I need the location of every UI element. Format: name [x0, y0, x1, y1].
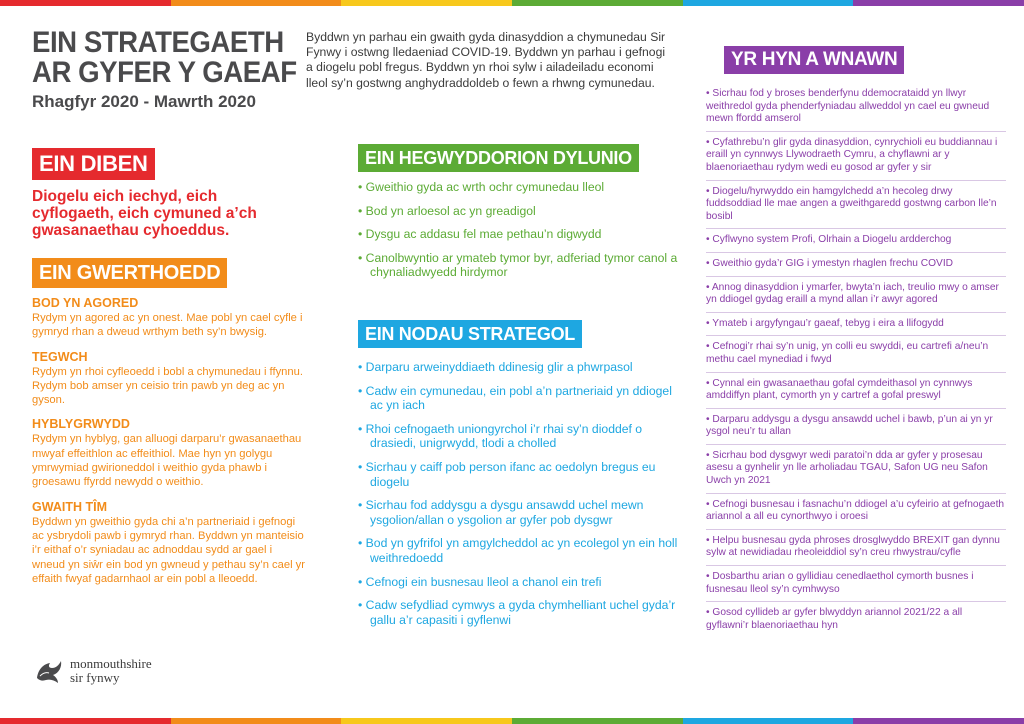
aim-text: Sicrhau fod addysgu a dysgu ansawdd uchel mewn ysgolion/allan o ysgolion ar gyfer pob dysgwr — [365, 498, 644, 527]
list-item: • Cyflwyno system Profi, Olrhain a Diogelu ardderchog — [706, 234, 1006, 253]
list-item: • Diogelu/hyrwyddo ein hamgylchedd a’n hecoleg drwy fuddsoddiad lle mae angen a gweithgaredd gostwng carbon lle’n bosibl — [706, 186, 1006, 230]
principle-text: Canolbwyntio ar ymateb tymor byr, adferiad tymor canol a chynaliadwyedd hirdymor — [365, 250, 678, 279]
action-text: Cefnogi busnesau i fasnachu’n ddiogel a’u cyfeirio at gefnogaeth ariannol a all eu cynorthwyo i oroesi — [706, 498, 1005, 523]
principles-list — [358, 180, 688, 289]
action-text: Sicrhau fod y broses benderfynu ddemocrataidd yn llwyr weithredol gyda phenderfyniadau allweddol yn cael eu gwneud mewn ffordd amserol — [706, 88, 990, 125]
action-text: Cyfathrebu’n glir gyda dinasyddion, cynrychioli eu buddiannau i eraill yn cynnwys Llywodraeth Cymru, a chyflawni ar y blaenoriaethau rydym wedi eu gosod ar gyfer y sir — [706, 136, 998, 173]
list-item: • Cyfathrebu’n glir gyda dinasyddion, cynrychioli eu buddiannau i eraill yn cynnwys Llywodraeth Cymru, a chyflawni ar y blaenoriaethau rydym wedi eu gosod ar gyfer y sir — [706, 137, 1006, 181]
stripe-segment — [853, 0, 1024, 6]
list-item: • Cynnal ein gwasanaethau gofal cymdeithasol yn cynnwys amddiffyn plant, cymorth yn y cartref a gofal preswyl — [706, 378, 1006, 409]
stripe-segment — [341, 718, 512, 724]
action-text: Helpu busnesau gyda phroses drosglwyddo BREXIT gan dynnu sylw at newidiadau rheoleiddiol sy’n creu rhwystrau/cyfle — [706, 534, 1000, 559]
list-item: • Cefnogi ein busnesau lleol a chanol ein trefi — [358, 574, 602, 589]
aim-text: Cadw ein cymunedau, ein pobl a’n partneriaid yn ddiogel ac yn iach — [365, 383, 672, 413]
values-heading: EIN GWERTHOEDD — [32, 258, 227, 288]
stripe-segment — [171, 0, 342, 6]
value-item — [32, 350, 307, 408]
list-item: • Cadw sefydliad cymwys a gyda chymhelliant uchel gyda’r gallu a’r capasiti i gyflenwi — [358, 598, 676, 627]
values-list — [32, 296, 307, 596]
list-item: • Dosbarthu arian o gyllidiau cenedlaethol cymorth busnes i fusnesau lleol sy’n cymhwyso — [706, 571, 1006, 602]
page-title-line-1: EIN STRATEGAETH — [32, 26, 284, 59]
aim-text: Cadw sefydliad cymwys a gyda chymhelliant uchel gyda’r gallu a’r capasiti i gyflenwi — [365, 598, 676, 627]
list-item: • Sicrhau fod y broses benderfynu ddemocrataidd yn llwyr weithredol gyda phenderfyniadau allweddol yn cael eu gwneud mewn ffordd amserol — [706, 88, 1006, 132]
stripe-segment — [683, 0, 854, 6]
list-item: • Darparu arweinyddiaeth ddinesig glir a phwrpasol — [358, 360, 633, 374]
list-item: • Darparu addysgu a dysgu ansawdd uchel i bawb, p’un ai yn yr ysgol neu’r tu allan — [706, 414, 1006, 445]
action-text: Sicrhau bod dysgwyr wedi paratoi’n dda ar gyfer y prosesau asesu a gynhelir yn lle arholiadau TGAU, Safon UG neu Safon Uwch yn 2021 — [706, 449, 988, 487]
value-text: Rydym yn hyblyg, gan alluogi darparu’r gwasanaethau mwyaf effeithlon ac effeithiol. Mae hyn yn golygu ymrwymiad gwirioneddol i weithio gyda phawb i groesawu ffyrdd newydd o weithio. — [32, 433, 302, 489]
purpose-text: Diogelu eich iechyd, eich cyflogaeth, eich cymuned a’ch gwasanaethau cyhoeddus. — [32, 188, 257, 239]
council-logo — [34, 656, 152, 686]
list-item: • Gweithio gyda ac wrth ochr cymunedau lleol — [358, 180, 605, 194]
list-item: • Ymateb i argyfyngau’r gaeaf, tebyg i eira a llifogydd — [706, 318, 1006, 337]
action-text: Darparu addysgu a dysgu ansawdd uchel i bawb, p’un ai yn yr ysgol neu’r tu allan — [706, 413, 993, 438]
page-title-line-2: AR GYFER Y GAEAF — [32, 56, 297, 89]
action-text: Dosbarthu arian o gyllidiau cenedlaethol cymorth busnes i fusnesau lleol sy’n cymhwyso — [706, 571, 974, 595]
list-item: • Cefnogi busnesau i fasnachu’n ddiogel a’u cyfeirio at gefnogaeth ariannol a all eu cynorthwyo i oroesi — [706, 499, 1006, 530]
logo-line-1: monmouthshire — [70, 656, 152, 671]
action-text: Cynnal ein gwasanaethau gofal cymdeithasol yn cynnwys amddiffyn plant, cymorth yn y cartref a gofal preswyl — [706, 377, 973, 402]
action-text: Diogelu/hyrwyddo ein hamgylchedd a’n hecoleg drwy fuddsoddiad lle mae angen a gweithgaredd gostwng carbon lle’n bosibl — [706, 185, 997, 222]
logo-line-2: sir fynwy — [70, 670, 120, 685]
stripe-segment — [512, 0, 683, 6]
actions-list — [706, 88, 1006, 642]
action-text: Ymateb i argyfyngau’r gaeaf, tebyg i eira a llifogydd — [712, 317, 944, 329]
value-title: HYBLYGRWYDD — [32, 417, 130, 432]
aims-heading-box — [358, 320, 582, 348]
value-text: Byddwn yn gweithio gyda chi a’n partneriaid i gefnogi ac ysbrydoli pawb i gymryd rhan. Byddwn yn manteisio i’r eithaf o’r syniadau ac adnoddau sydd ar gael i wneud yn siŵr ein bod yn gwneud y pethau sy’n cael yr effaith fwyaf gadarnhaol ar ein pobl a lleoedd. — [32, 515, 306, 585]
actions-heading: YR HYN A WNAWN — [724, 46, 904, 74]
list-item: • Rhoi cefnogaeth uniongyrchol i’r rhai sy’n dioddef o drasiedi, unigrwydd, tlodi a cholled — [358, 421, 643, 451]
top-color-stripe — [0, 0, 1024, 6]
purpose-heading-box — [32, 148, 155, 180]
list-item: • Dysgu ac addasu fel mae pethau’n digwydd — [358, 227, 602, 241]
list-item: • Cadw ein cymunedau, ein pobl a’n partneriaid yn ddiogel ac yn iach — [358, 383, 672, 413]
value-item — [32, 417, 307, 489]
list-item: • Canolbwyntio ar ymateb tymor byr, adferiad tymor canol a chynaliadwyedd hirdymor — [358, 250, 678, 279]
date-range: Rhagfyr 2020 - Mawrth 2020 — [32, 92, 256, 111]
stripe-segment — [683, 718, 854, 724]
value-title: BOD YN AGORED — [32, 296, 139, 310]
bottom-color-stripe — [0, 718, 1024, 724]
value-item — [32, 500, 307, 586]
stripe-segment — [853, 718, 1024, 724]
aim-text: Sicrhau y caiff pob person ifanc ac oedolyn bregus eu diogelu — [365, 459, 656, 489]
principles-heading-box — [358, 144, 639, 172]
intro-paragraph: Byddwn yn parhau ein gwaith gyda dinasyddion a chymunedau Sir Fynwy i ostwng lledaeniad COVID-19. Byddwn yn parhau i gefnogi a diogelu pobl fregus. Byddwn yn rhoi sylw i ailadeiladu economi lleol sy’n gostwng anghydraddoldeb o fewn a rhwng cymunedau. — [306, 30, 666, 90]
value-text: Rydym yn rhoi cyfleoedd i bobl a chymunedau i ffynnu. Rydym bob amser yn ceisio trin pawb yn deg ac yn gyson. — [32, 365, 303, 407]
principle-text: Gweithio gyda ac wrth ochr cymunedau lleol — [365, 180, 605, 194]
stripe-segment — [0, 718, 171, 724]
list-item: • Helpu busnesau gyda phroses drosglwyddo BREXIT gan dynnu sylw at newidiadau rheoleiddiol sy’n creu rhwystrau/cyfle — [706, 535, 1006, 566]
stripe-segment — [171, 718, 342, 724]
list-item: • Gweithio gyda’r GIG i ymestyn rhaglen frechu COVID — [706, 258, 1006, 277]
purpose-heading: EIN DIBEN — [32, 148, 155, 180]
aims-list — [358, 360, 678, 636]
aim-text: Rhoi cefnogaeth uniongyrchol i’r rhai sy’n dioddef o drasiedi, unigrwydd, tlodi a cholled — [365, 421, 643, 451]
action-text: Cefnogi’r rhai sy’n unig, yn colli eu swyddi, eu cartrefi a/neu’n methu cael mynediad i fwyd — [706, 341, 989, 365]
list-item: • Cefnogi’r rhai sy’n unig, yn colli eu swyddi, eu cartrefi a/neu’n methu cael mynediad i fwyd — [706, 341, 1006, 372]
list-item: • Bod yn arloesol ac yn greadigol — [358, 203, 536, 218]
values-heading-box — [32, 258, 227, 288]
stripe-segment — [0, 0, 171, 6]
title-block — [32, 26, 297, 112]
action-text: Gweithio gyda’r GIG i ymestyn rhaglen frechu COVID — [712, 257, 954, 269]
dragon-logo-icon — [34, 656, 64, 686]
value-item — [32, 296, 307, 340]
aim-text: Darparu arweinyddiaeth ddinesig glir a phwrpasol — [365, 360, 633, 374]
actions-heading-box — [724, 46, 904, 74]
list-item: • Gosod cyllideb ar gyfer blwyddyn ariannol 2021/22 a all gyflawni’r blaenoriaethau hyn — [706, 607, 963, 631]
aim-text: Cefnogi ein busnesau lleol a chanol ein trefi — [365, 574, 602, 589]
list-item: • Sicrhau bod dysgwyr wedi paratoi’n dda ar gyfer y prosesau asesu a gynhelir yn lle arholiadau TGAU, Safon UG neu Safon Uwch yn 2021 — [706, 450, 1006, 494]
stripe-segment — [341, 0, 512, 6]
value-text: Rydym yn agored ac yn onest. Mae pobl yn cael cyfle i gymryd rhan a dweud wrthym beth sy’n bwysig. — [32, 312, 303, 339]
list-item: • Bod yn gyfrifol yn amgylcheddol ac yn ecolegol yn ein holl weithredoedd — [358, 536, 678, 565]
principle-text: Bod yn arloesol ac yn greadigol — [365, 203, 536, 218]
list-item: • Annog dinasyddion i ymarfer, bwyta’n iach, treulio mwy o amser yn ddiogel gydag eraill a mynd allan i’r awyr agored — [706, 282, 1006, 313]
principle-text: Dysgu ac addasu fel mae pethau’n digwydd — [365, 227, 602, 241]
value-title: GWAITH TÎM — [32, 499, 107, 514]
aim-text: Bod yn gyfrifol yn amgylcheddol ac yn ecolegol yn ein holl weithredoedd — [365, 536, 678, 565]
value-title: TEGWCH — [32, 349, 88, 364]
action-text: Cyflwyno system Profi, Olrhain a Diogelu ardderchog — [712, 234, 952, 246]
list-item: • Sicrhau fod addysgu a dysgu ansawdd uchel mewn ysgolion/allan o ysgolion ar gyfer pob dysgwr — [358, 498, 644, 527]
stripe-segment — [512, 718, 683, 724]
action-text: Annog dinasyddion i ymarfer, bwyta’n iach, treulio mwy o amser yn ddiogel gydag eraill a mynd allan i’r awyr agored — [706, 281, 999, 306]
list-item: • Sicrhau y caiff pob person ifanc ac oedolyn bregus eu diogelu — [358, 459, 656, 489]
action-text: Gosod cyllideb ar gyfer blwyddyn ariannol 2021/22 a all gyflawni’r blaenoriaethau hyn — [706, 607, 963, 631]
aims-heading: EIN NODAU STRATEGOL — [358, 320, 582, 348]
principles-heading: EIN HEGWYDDORION DYLUNIO — [358, 144, 639, 172]
